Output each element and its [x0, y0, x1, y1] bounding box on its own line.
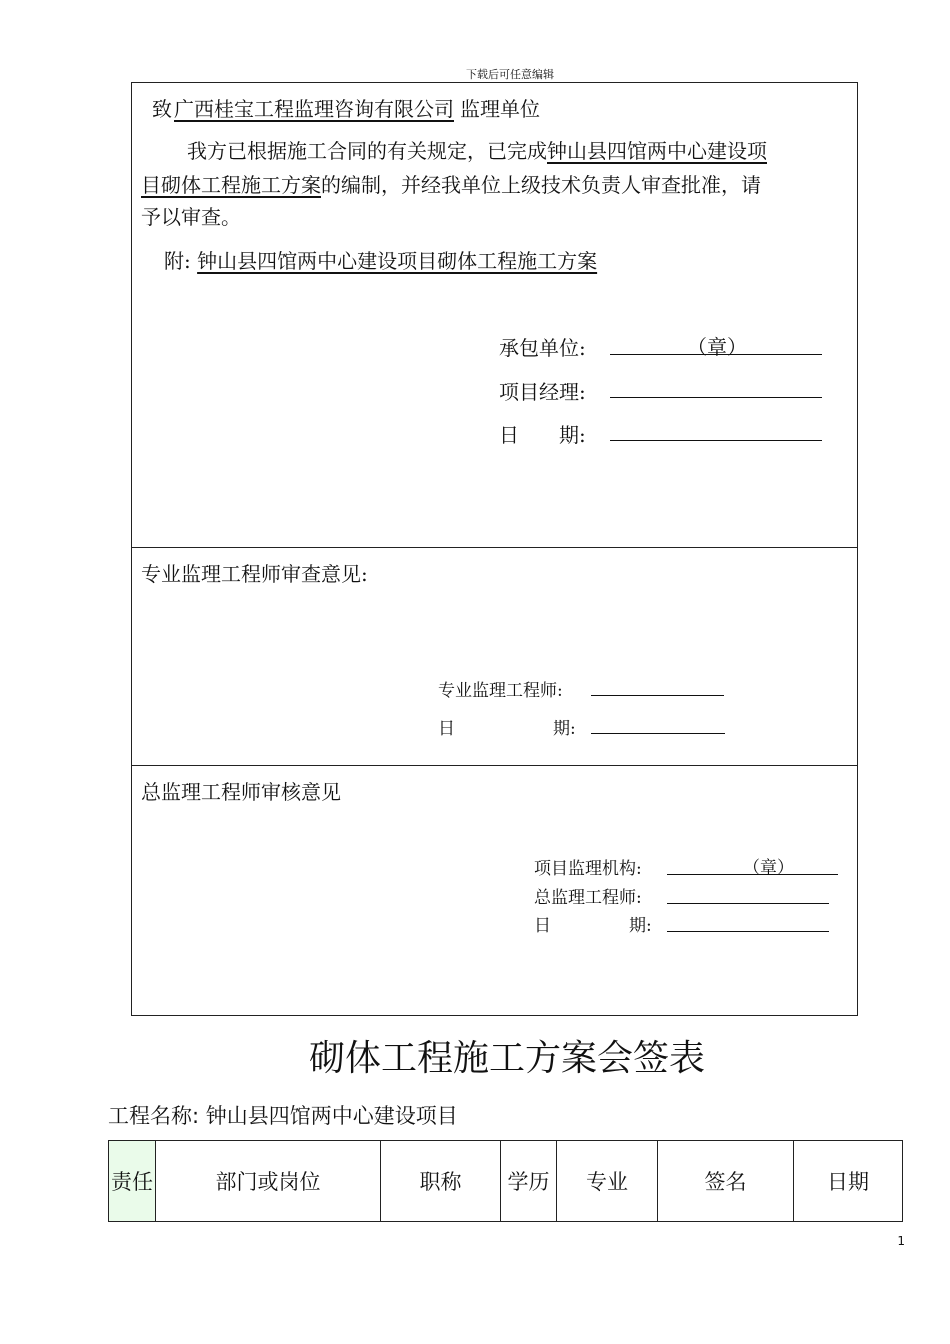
attachment-label: 附:	[164, 249, 191, 273]
project-manager-signature-line	[610, 397, 822, 398]
project-name-line	[108, 1100, 458, 1130]
chief-review-box	[131, 765, 858, 1016]
supervision-org-seal-mark: （章）	[743, 858, 794, 878]
contractor-seal-mark: （章）	[687, 335, 747, 359]
countersign-header-row	[109, 1141, 903, 1222]
specialist-date-line	[591, 733, 725, 734]
page-number: 1	[897, 1234, 905, 1248]
to-prefix: 致	[152, 97, 172, 121]
body-line-1: 我方已根据施工合同的有关规定，已完成钟山县四馆两中心建设项	[187, 139, 767, 163]
countersign-table	[108, 1140, 903, 1222]
specialist-review-heading: 专业监理工程师审查意见:	[141, 562, 368, 586]
header-education: 学历	[501, 1141, 557, 1222]
project-manager-label: 项目经理:	[499, 380, 586, 404]
chief-engineer-signature-line	[667, 903, 829, 904]
project-name-label: 工程名称:	[108, 1104, 200, 1128]
header-title: 职称	[381, 1141, 501, 1222]
body-line-3: 予以审查。	[141, 205, 241, 229]
chief-date-label-left: 日	[534, 916, 551, 936]
attachment-value: 钟山县四馆两中心建设项目砌体工程施工方案	[197, 249, 598, 273]
letter-date-label: 日 期:	[499, 423, 586, 447]
recipient-line	[152, 93, 540, 122]
header-date: 日期	[794, 1141, 903, 1222]
header-responsibility: 责任	[109, 1141, 156, 1222]
attachment-line	[164, 245, 597, 274]
chief-date-line	[667, 931, 829, 932]
body-line-2: 目砌体工程施工方案的编制，并经我单位上级技术负责人审查批准，请	[141, 173, 761, 197]
specialist-engineer-signature-line	[591, 695, 724, 696]
project-name-value: 钟山县四馆两中心建设项目	[205, 1104, 458, 1128]
plan-name-link: 目砌体工程施工方案	[141, 173, 321, 197]
submission-box	[131, 82, 858, 548]
countersign-sheet-title: 砌体工程施工方案会签表	[308, 1038, 705, 1079]
chief-review-heading: 总监理工程师审核意见	[141, 780, 341, 804]
specialist-date-label-right: 期:	[553, 719, 576, 739]
letter-date-line	[610, 440, 822, 441]
header-note: 下载后可任意编辑	[466, 68, 554, 81]
project-name-link: 钟山县四馆两中心建设项	[547, 139, 767, 163]
recipient-suffix: 监理单位	[460, 97, 540, 121]
chief-engineer-label: 总监理工程师:	[534, 888, 642, 908]
contractor-label: 承包单位:	[499, 336, 586, 360]
header-department: 部门或岗位	[156, 1141, 381, 1222]
supervision-org-label: 项目监理机构:	[534, 859, 642, 879]
recipient-name: 广西桂宝工程监理咨询有限公司	[174, 97, 454, 121]
specialist-date-label-left: 日	[438, 719, 455, 739]
header-signature: 签名	[658, 1141, 794, 1222]
chief-date-label-right: 期:	[629, 916, 652, 936]
specialist-engineer-label: 专业监理工程师:	[438, 681, 563, 701]
header-specialty: 专业	[557, 1141, 658, 1222]
specialist-review-box	[131, 547, 858, 766]
